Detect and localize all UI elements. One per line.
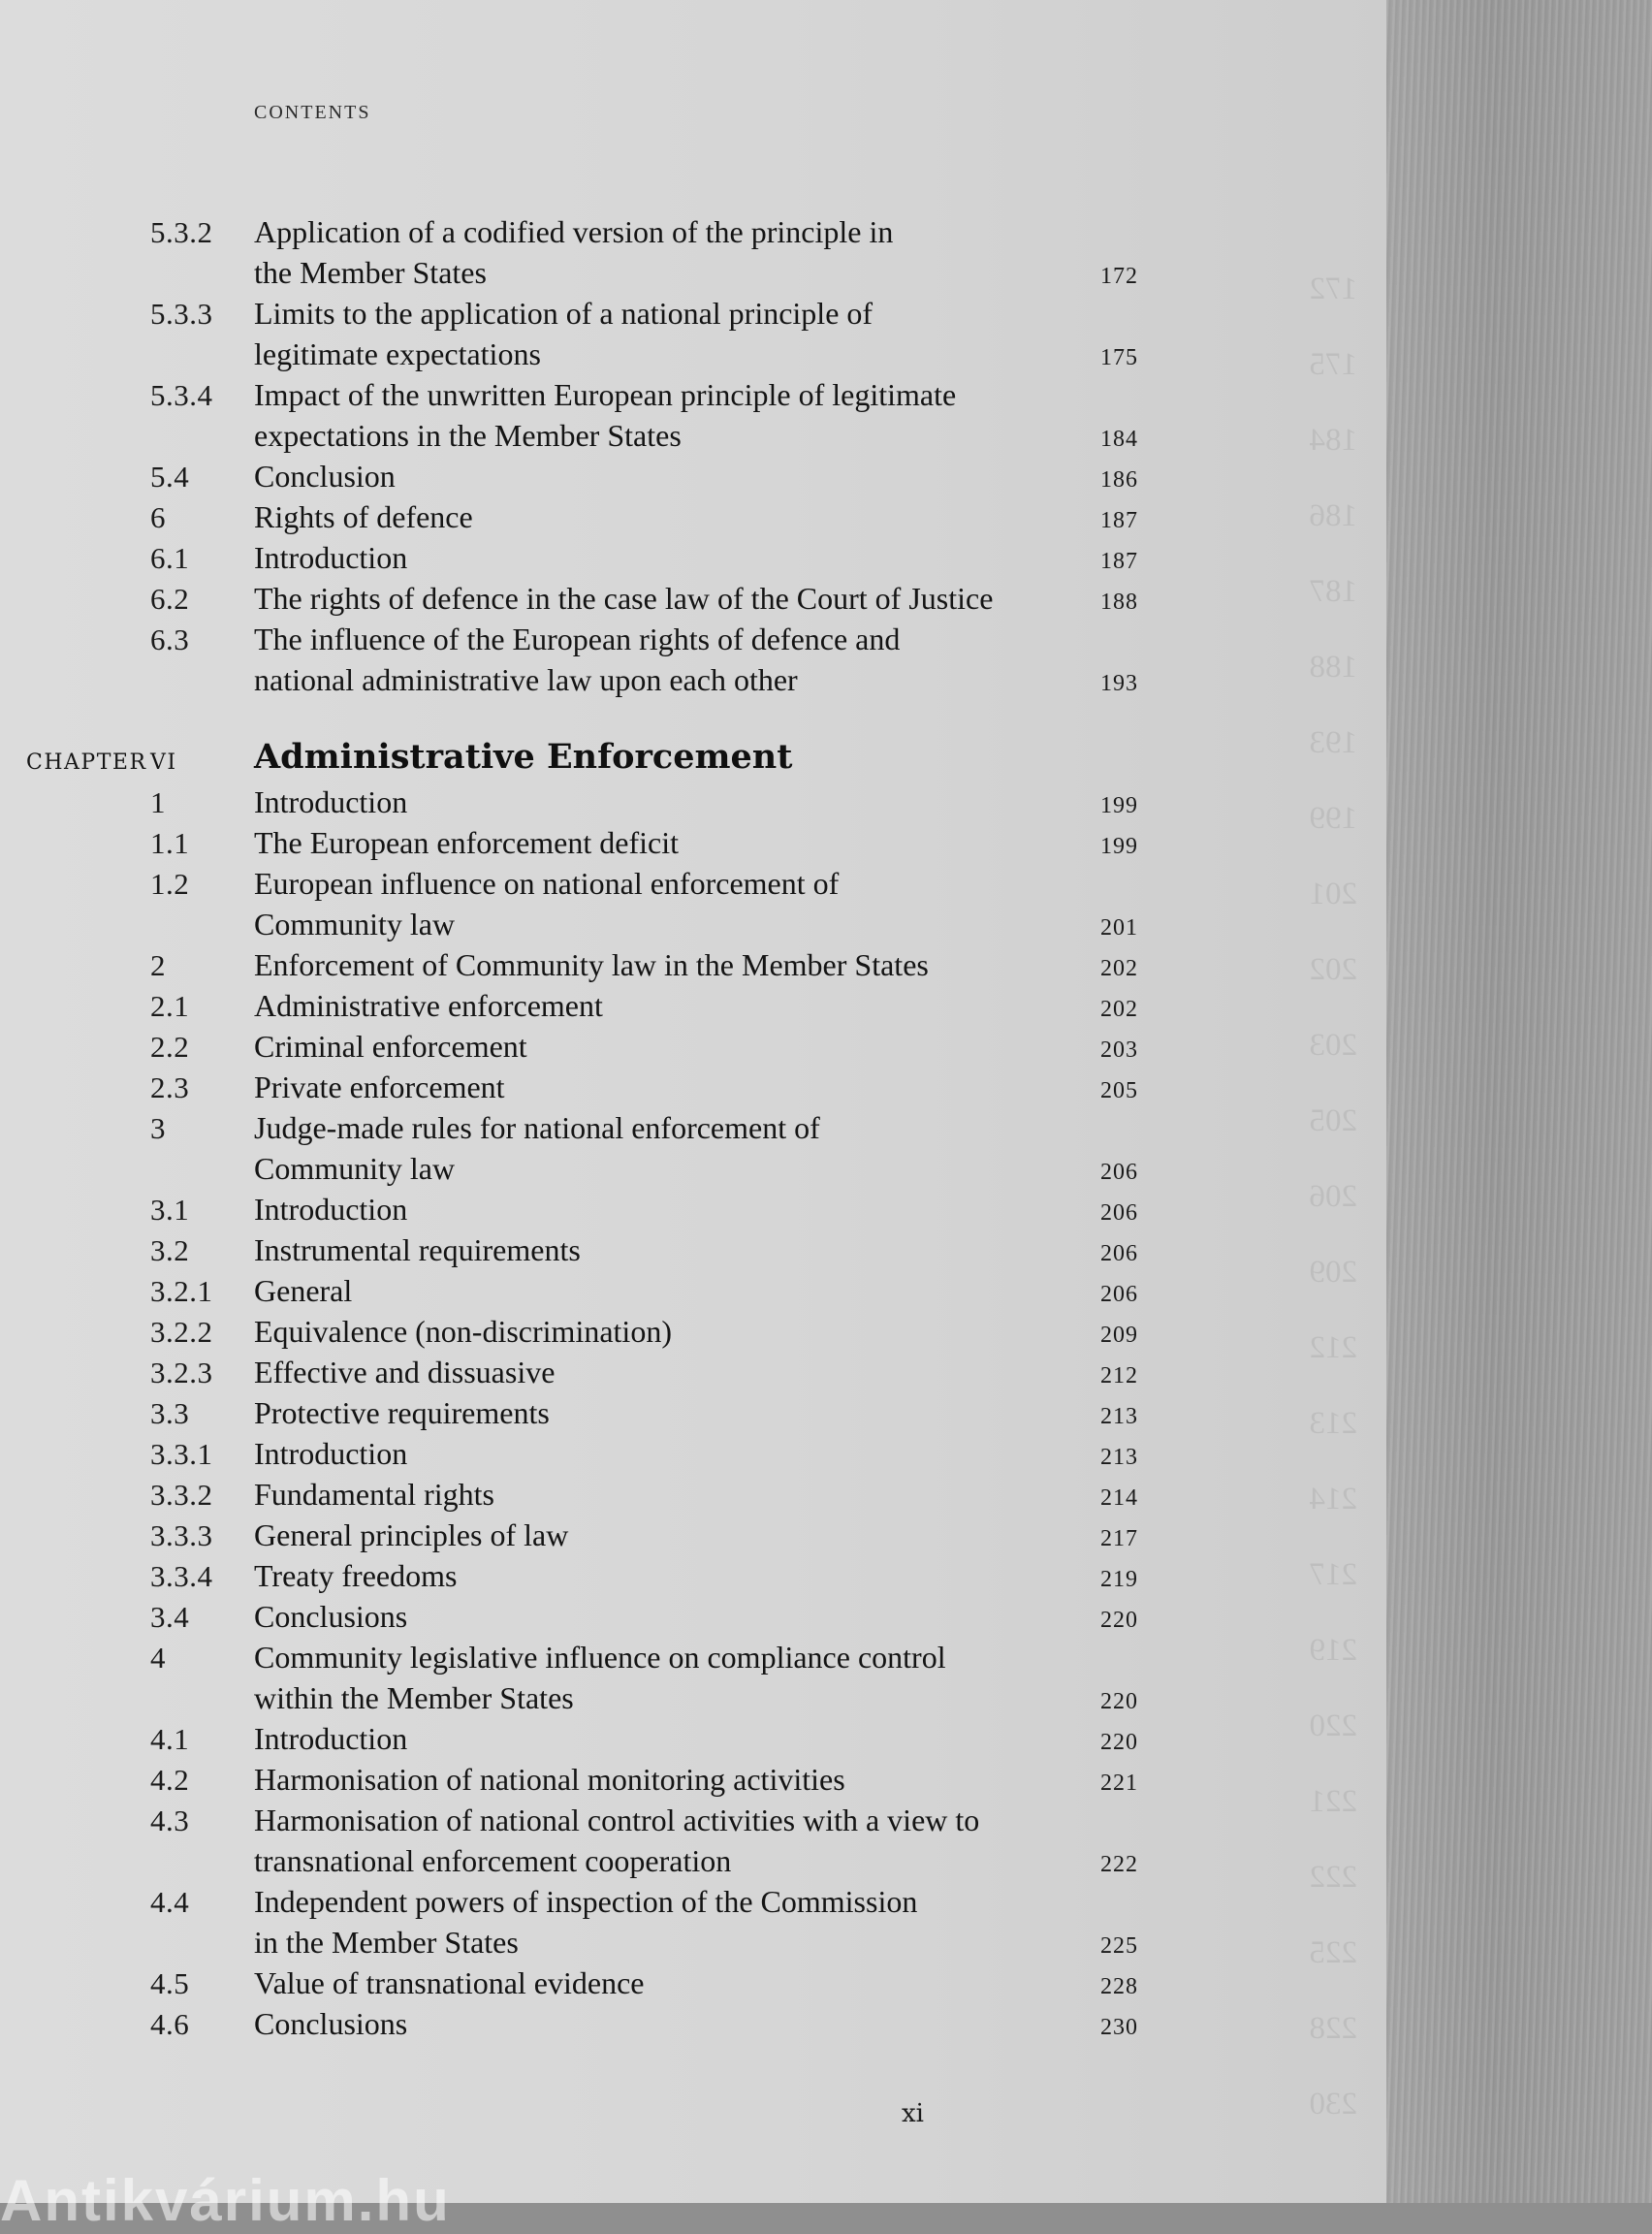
section-title-line: Value of transnational evidence [254,1965,645,2000]
section-number: 3.3.2 [150,1478,213,1512]
section-title-line: Effective and dissuasive [254,1355,556,1389]
section-number: 5.3.2 [150,215,213,249]
section-title [254,1229,1083,1270]
section-title-line: Fundamental rights [254,1477,494,1512]
section-number: 3.2 [150,1233,190,1267]
page-number: 202 [1100,956,1138,981]
section-title-line: expectations in the Member States [254,418,682,453]
section-title [254,619,1083,700]
section-title-line: Instrumental requirements [254,1232,581,1267]
bleed-through-number: 230 [1309,2087,1357,2122]
section-title [254,293,1083,374]
bleed-through-number: 220 [1309,1708,1357,1743]
section-title [254,1515,1083,1555]
section-number: 4.4 [150,1885,190,1919]
toc-entry [0,456,1386,496]
section-title-line: Enforcement of Community law in the Member States [254,947,929,982]
section-title [254,211,1083,293]
page-number: 212 [1100,1363,1138,1388]
section-number: 5.4 [150,460,190,494]
bleed-through-number: 228 [1309,2011,1357,2046]
wood-backing [1386,0,1652,2203]
section-title [254,1026,1083,1067]
toc-entry [0,822,1386,863]
toc-entry [0,211,1386,293]
page-number: 187 [1100,549,1138,574]
chapter-numeral: VI [150,750,177,775]
page-number: 201 [1100,915,1138,941]
page-number: 184 [1100,427,1138,452]
section-title [254,1270,1083,1311]
section-title [254,1067,1083,1107]
bleed-through-number: 175 [1309,347,1357,382]
page-number: 206 [1100,1241,1138,1266]
section-number: 3 [150,1111,166,1145]
page-number: 193 [1100,671,1138,696]
section-number: 3.1 [150,1193,190,1227]
page-number: 221 [1100,1771,1138,1796]
section-title-line: within the Member States [254,1680,574,1715]
section-title [254,537,1083,578]
section-title [254,822,1083,863]
page-number: 186 [1100,467,1138,493]
toc-entry [0,578,1386,619]
section-title-line: Equivalence (non-discrimination) [254,1314,672,1349]
section-title-line: transnational enforcement cooperation [254,1843,732,1878]
section-title-line: in the Member States [254,1925,519,1960]
page-number: 205 [1100,1078,1138,1103]
section-number: 2.2 [150,1030,190,1064]
section-title [254,578,1083,619]
section-number: 4 [150,1641,166,1675]
toc-entry [0,1474,1386,1515]
running-header: CONTENTS [254,102,371,123]
page-number: 187 [1100,508,1138,533]
toc-entry [0,944,1386,985]
bleed-through-number: 203 [1309,1028,1357,1063]
section-title-line: Impact of the unwritten European principle of legitimate [254,377,957,412]
bleed-through-number: 213 [1309,1406,1357,1441]
page-number: 225 [1100,1933,1138,1959]
section-title-line: Protective requirements [254,1395,550,1430]
section-number: 4.1 [150,1722,190,1756]
toc-entry [0,1067,1386,1107]
page-number: 199 [1100,793,1138,818]
section-number: 6.2 [150,582,190,616]
bleed-through-number: 217 [1309,1557,1357,1592]
page-number: 213 [1100,1404,1138,1429]
toc-entry [0,1963,1386,2003]
section-title [254,1596,1083,1637]
section-number: 4.5 [150,1966,190,2000]
section-title-line: Conclusions [254,2006,408,2041]
bleed-through-number: 187 [1309,574,1357,609]
bleed-through-number: 199 [1309,801,1357,836]
section-title-line: Community law [254,907,456,941]
section-title [254,456,1083,496]
section-number: 3.2.2 [150,1315,213,1349]
section-number: 3.4 [150,1600,190,1634]
section-title-line: Conclusions [254,1599,408,1634]
section-number: 4.2 [150,1763,190,1797]
section-title [254,2003,1083,2044]
section-title [254,1352,1083,1392]
page-number: 219 [1100,1567,1138,1592]
section-title [254,1392,1083,1433]
section-title-line: Judge-made rules for national enforcement of [254,1110,820,1145]
toc-entry [0,1800,1386,1881]
bleed-through-number: 184 [1309,423,1357,458]
bleed-through-number: 205 [1309,1103,1357,1138]
section-title-line: Introduction [254,1192,408,1227]
bleed-through-number: 225 [1309,1935,1357,1970]
bleed-through-number: 193 [1309,725,1357,760]
toc-entry [0,1433,1386,1474]
section-title-line: The influence of the European rights of defence and [254,622,901,656]
section-title-line: Introduction [254,784,408,819]
toc-entry [0,1759,1386,1800]
toc-entry [0,1311,1386,1352]
toc-entry [0,985,1386,1026]
section-title [254,1881,1083,1963]
page-number: 175 [1100,345,1138,370]
toc-entry [0,537,1386,578]
section-number: 3.3.4 [150,1559,213,1593]
section-title [254,1637,1083,1718]
page-number: 220 [1100,1689,1138,1714]
bleed-through-number: 188 [1309,650,1357,685]
page-number: 220 [1100,1730,1138,1755]
section-title-line: The European enforcement deficit [254,825,679,860]
toc-entry [0,1596,1386,1637]
section-number: 3.2.1 [150,1274,213,1308]
section-title [254,1189,1083,1229]
section-title-line: Application of a codified version of the principle in [254,214,894,249]
section-title-line: Private enforcement [254,1069,505,1104]
section-title-line: Harmonisation of national monitoring activities [254,1762,845,1797]
bleed-through-number: 214 [1309,1482,1357,1516]
toc-entry [0,619,1386,700]
section-title [254,1107,1083,1189]
section-title-line: Rights of defence [254,499,473,534]
bleed-through-number: 202 [1309,952,1357,987]
section-title-line: Introduction [254,1436,408,1471]
page-number: 203 [1100,1037,1138,1063]
chapter-title: Administrative Enforcement [254,737,793,777]
section-title [254,1311,1083,1352]
section-number: 4.6 [150,2007,190,2041]
bleed-through-number: 186 [1309,498,1357,533]
section-title-line: European influence on national enforcement of [254,866,840,901]
section-number: 5.3.3 [150,297,213,331]
section-number: 4.3 [150,1803,190,1837]
page-number: 199 [1100,834,1138,859]
toc-entry [0,1352,1386,1392]
page-number: 214 [1100,1485,1138,1511]
page-number: 213 [1100,1445,1138,1470]
section-number: 6.1 [150,541,190,575]
chapter-label: CHAPTER [26,750,147,775]
section-title-line: Conclusion [254,459,396,494]
toc-entry [0,1881,1386,1963]
bleed-through-number: 221 [1309,1784,1357,1819]
section-title [254,1718,1083,1759]
toc-entry [0,1515,1386,1555]
section-title [254,782,1083,822]
section-title [254,1474,1083,1515]
toc-entry [0,293,1386,374]
toc-entry [0,1392,1386,1433]
section-title-line: Introduction [254,1721,408,1756]
page-number: 172 [1100,264,1138,289]
toc-entry [0,1555,1386,1596]
section-title-line: Independent powers of inspection of the Commission [254,1884,918,1919]
bleed-through-number: 209 [1309,1255,1357,1290]
section-number: 1 [150,785,166,819]
bleed-through-number: 222 [1309,1860,1357,1895]
section-number: 1.1 [150,826,190,860]
section-title-line: Administrative enforcement [254,988,603,1023]
section-title-line: Introduction [254,540,408,575]
section-number: 1.2 [150,867,190,901]
section-number: 5.3.4 [150,378,213,412]
toc-entry [0,782,1386,822]
page-number: 220 [1100,1608,1138,1633]
page-number: 230 [1100,2015,1138,2040]
page-number: 188 [1100,590,1138,615]
page-number: 206 [1100,1200,1138,1226]
section-title [254,1555,1083,1596]
bleed-through-number: 212 [1309,1330,1357,1365]
toc-entry [0,1026,1386,1067]
page-number: 202 [1100,997,1138,1022]
toc-entry [0,863,1386,944]
section-title [254,374,1083,456]
section-title-line: legitimate expectations [254,336,541,371]
section-title [254,1800,1083,1881]
toc-entry [0,1229,1386,1270]
page-number: 222 [1100,1852,1138,1877]
section-title [254,1963,1083,2003]
toc-entry [0,1718,1386,1759]
section-number: 2 [150,948,166,982]
toc-entry [0,496,1386,537]
toc-entry [0,1107,1386,1189]
section-title [254,1433,1083,1474]
section-number: 3.3.3 [150,1518,213,1552]
section-number: 2.1 [150,989,190,1023]
section-title [254,1759,1083,1800]
section-title-line: General [254,1273,353,1308]
toc-entry [0,1637,1386,1718]
page-number: 228 [1100,1974,1138,1999]
section-title [254,985,1083,1026]
section-title [254,863,1083,944]
section-title-line: national administrative law upon each other [254,662,798,697]
bleed-through-number: 201 [1309,877,1357,911]
section-number: 3.2.3 [150,1356,213,1389]
section-title-line: General principles of law [254,1517,569,1552]
toc-entry [0,374,1386,456]
section-title-line: the Member States [254,255,487,290]
toc-entry [0,1270,1386,1311]
bleed-through-number: 219 [1309,1633,1357,1668]
page-number: 217 [1100,1526,1138,1551]
toc-entry [0,1189,1386,1229]
bleed-through-number: 172 [1309,271,1357,306]
section-title-line: The rights of defence in the case law of the Court of Justice [254,581,994,616]
section-number: 2.3 [150,1070,190,1104]
section-number: 6.3 [150,622,190,656]
toc-entry [0,2003,1386,2044]
section-title-line: Community law [254,1151,456,1186]
section-title-line: Criminal enforcement [254,1029,527,1064]
page-number: 209 [1100,1323,1138,1348]
section-number: 6 [150,500,166,534]
section-title-line: Harmonisation of national control activities with a view to [254,1803,980,1837]
page-folio: xi [902,2099,924,2128]
section-title-line: Limits to the application of a national principle of [254,296,874,331]
section-number: 3.3 [150,1396,190,1430]
page-number: 206 [1100,1282,1138,1307]
bleed-through-number: 206 [1309,1179,1357,1214]
section-title [254,944,1083,985]
section-title-line: Treaty freedoms [254,1558,458,1593]
section-number: 3.3.1 [150,1437,213,1471]
page-number: 206 [1100,1160,1138,1185]
watermark: Antikvárium.hu [0,2168,451,2233]
section-title-line: Community legislative influence on compliance control [254,1640,946,1675]
section-title [254,496,1083,537]
